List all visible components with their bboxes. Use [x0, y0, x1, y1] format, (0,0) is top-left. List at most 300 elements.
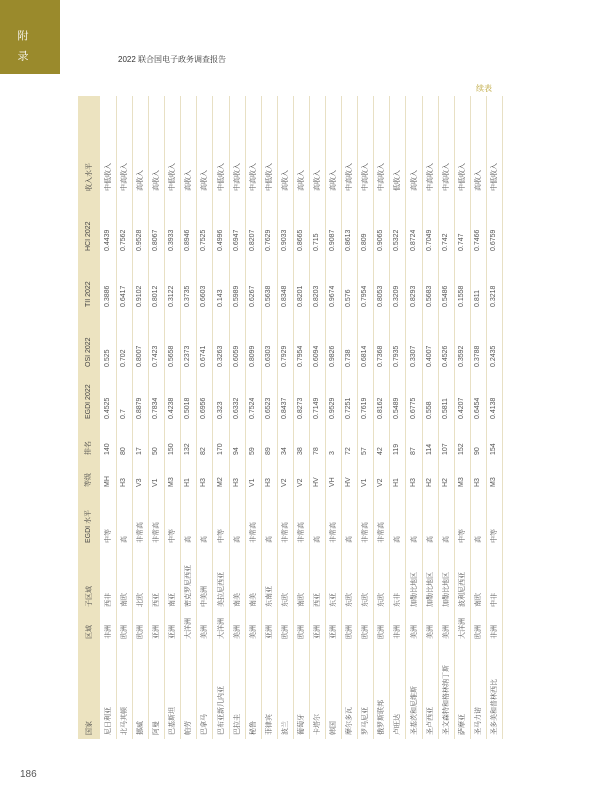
cell-tii: 0.9102	[136, 285, 144, 307]
cell-egdi-level: 中等	[104, 529, 112, 543]
rotated-table-container	[78, 96, 502, 739]
cell-region: 美洲	[425, 625, 434, 639]
cell-country: 圣马力诺	[473, 707, 482, 735]
table-row	[148, 96, 165, 739]
report-title: 2022 联合国电子政务调查报告	[118, 55, 227, 64]
cell-rating-class: H3	[200, 478, 208, 487]
header-rating-class: 等级	[85, 473, 92, 487]
table-row	[261, 96, 278, 739]
cell-osi: 0.3592	[457, 345, 465, 367]
cell-country: 罗马尼亚	[361, 707, 370, 735]
cell-rank: 42	[377, 447, 385, 455]
cell-osi: 0.2435	[489, 345, 497, 367]
cell-income-group: 中高收入	[441, 163, 450, 191]
cell-osi: 0.7423	[152, 345, 160, 367]
cell-subregion: 加勒比地区	[425, 572, 434, 607]
cell-hci: 0.7629	[264, 229, 272, 251]
cell-country: 巴基斯坦	[168, 707, 177, 735]
cell-hci: 0.8613	[345, 229, 353, 251]
table-row	[100, 96, 117, 739]
cell-osi: 0.7929	[280, 345, 288, 367]
cell-egdi: 0.4238	[168, 397, 176, 419]
cell-egdi: 0.6454	[473, 397, 481, 419]
cell-subregion: 东欧	[345, 593, 354, 607]
cell-egdi-level: 非常高	[248, 522, 257, 543]
cell-osi: 0.4007	[425, 345, 433, 367]
cell-tii: 0.5486	[441, 285, 449, 307]
cell-region: 非洲	[104, 625, 112, 639]
header-income-group: 收入水平	[85, 163, 93, 191]
cell-country: 韩国	[329, 721, 338, 735]
cell-country: 萨摩亚	[457, 714, 466, 735]
table-row	[245, 96, 262, 739]
cell-rank: 72	[345, 447, 353, 455]
cell-rank: 17	[136, 447, 144, 455]
cell-rating-class: V1	[248, 478, 256, 487]
cell-egdi-level: 中等	[168, 529, 177, 543]
cell-region: 美洲	[409, 625, 418, 639]
cell-rating-class: HV	[313, 477, 321, 487]
cell-rank: 132	[184, 443, 192, 455]
cell-subregion: 西非	[104, 593, 112, 607]
cell-tii: 0.1558	[457, 285, 465, 307]
cell-hci: 0.7049	[425, 229, 433, 251]
cell-egdi-level: 高	[264, 536, 273, 543]
cell-region: 美洲	[248, 625, 257, 639]
cell-region: 大洋洲	[184, 618, 193, 639]
cell-country: 葡萄牙	[296, 714, 305, 735]
cell-income-group: 高收入	[280, 170, 289, 191]
cell-hci: 0.9528	[136, 229, 144, 251]
cell-osi: 0.8099	[248, 345, 256, 367]
cell-rank: 59	[248, 447, 256, 455]
cell-rating-class: H2	[441, 478, 449, 487]
cell-income-group: 中高收入	[345, 163, 354, 191]
appendix-sidebar-tab	[0, 0, 60, 74]
cell-rating-class: H3	[473, 478, 481, 487]
cell-rank: 87	[409, 447, 417, 455]
cell-income-group: 高收入	[329, 170, 338, 191]
cell-tii: 0.3122	[168, 285, 176, 307]
cell-tii: 0.576	[345, 289, 353, 307]
table-row	[341, 96, 358, 739]
cell-osi: 0.7954	[296, 345, 304, 367]
header-hci: HCI 2022	[85, 221, 92, 251]
cell-egdi-level: 中等	[457, 529, 466, 543]
cell-region: 亚洲	[168, 625, 177, 639]
cell-rating-class: HV	[345, 477, 353, 487]
cell-subregion: 西亚	[152, 593, 161, 607]
cell-region: 欧洲	[296, 625, 305, 639]
cell-income-group: 中高收入	[361, 163, 370, 191]
cell-rank: 78	[313, 447, 321, 455]
table-row	[454, 96, 471, 739]
cell-income-group: 高收入	[313, 170, 322, 191]
cell-tii: 0.3209	[393, 285, 401, 307]
cell-region: 非洲	[393, 625, 402, 639]
cell-rank: 119	[393, 443, 401, 455]
cell-egdi-level: 高	[313, 536, 322, 543]
cell-hci: 0.8207	[248, 229, 256, 251]
cell-income-group: 高收入	[152, 170, 161, 191]
cell-tii: 0.5638	[264, 285, 272, 307]
cell-hci: 0.8724	[409, 229, 417, 251]
cell-income-group: 中低收入	[457, 163, 466, 191]
cell-egdi: 0.4138	[489, 397, 497, 419]
cell-rating-class: H3	[120, 478, 128, 487]
cell-income-group: 高收入	[409, 170, 418, 191]
cell-region: 非洲	[489, 625, 498, 639]
cell-osi: 0.7368	[377, 345, 385, 367]
header-osi: OSI 2022	[85, 337, 92, 367]
table-row	[180, 96, 197, 739]
cell-country: 挪威	[136, 721, 145, 735]
cell-income-group: 中高收入	[425, 163, 434, 191]
cell-subregion: 东欧	[280, 593, 289, 607]
cell-rating-class: H3	[409, 478, 417, 487]
cell-hci: 0.9065	[377, 229, 385, 251]
table-row	[132, 96, 149, 739]
cell-tii: 0.5989	[232, 285, 240, 307]
table-header-row	[78, 96, 100, 739]
cell-rank: 82	[200, 447, 208, 455]
cell-tii: 0.7954	[361, 285, 369, 307]
table-row	[229, 96, 246, 739]
cell-egdi: 0.8437	[280, 397, 288, 419]
cell-rating-class: V2	[377, 478, 385, 487]
cell-tii: 0.811	[473, 290, 481, 307]
cell-egdi: 0.7834	[152, 397, 160, 419]
table-row	[373, 96, 390, 739]
cell-egdi: 0.4207	[457, 397, 465, 419]
cell-country: 圣文森特和格林纳丁斯	[441, 665, 450, 735]
cell-subregion: 南欧	[120, 593, 129, 607]
table-row	[389, 96, 406, 739]
cell-rating-class: V2	[296, 478, 304, 487]
cell-osi: 0.2373	[184, 345, 192, 367]
cell-egdi-level: 非常高	[280, 522, 289, 543]
cell-osi: 0.8007	[136, 345, 144, 367]
cell-hci: 0.8067	[152, 229, 160, 251]
cell-rank: 170	[216, 443, 224, 455]
cell-country: 北马其顿	[120, 707, 129, 735]
cell-subregion: 南欧	[296, 593, 305, 607]
cell-income-group: 高收入	[200, 170, 209, 191]
cell-income-group: 中低收入	[264, 163, 273, 191]
cell-region: 大洋洲	[457, 618, 466, 639]
cell-region: 亚洲	[264, 625, 273, 639]
cell-egdi: 0.8273	[296, 397, 304, 419]
cell-subregion: 东亚	[329, 593, 338, 607]
cell-egdi-level: 非常高	[296, 522, 305, 543]
data-table	[78, 96, 502, 739]
cell-hci: 0.6947	[232, 229, 240, 251]
cell-osi: 0.702	[120, 349, 128, 367]
table-row	[213, 96, 230, 739]
cell-country: 帕劳	[184, 721, 193, 735]
cell-osi: 0.4526	[441, 345, 449, 367]
cell-subregion: 波利尼西亚	[457, 572, 466, 607]
sidebar-tab-char-2: 录	[16, 50, 29, 61]
cell-tii: 0.5683	[425, 285, 433, 307]
cell-egdi: 0.323	[216, 401, 224, 419]
cell-region: 欧洲	[345, 625, 354, 639]
cell-osi: 0.6814	[361, 345, 369, 367]
cell-egdi: 0.7149	[313, 397, 321, 419]
cell-egdi: 0.5018	[184, 397, 192, 419]
cell-rank: 89	[264, 447, 272, 455]
cell-egdi: 0.7	[120, 409, 128, 419]
cell-egdi: 0.5489	[393, 397, 401, 419]
cell-region: 美洲	[441, 625, 450, 639]
cell-egdi-level: 非常高	[136, 522, 145, 543]
cell-rank: 50	[152, 447, 160, 455]
header-rank: 排名	[85, 441, 92, 455]
cell-income-group: 中高收入	[232, 163, 241, 191]
cell-egdi-level: 中等	[216, 529, 225, 543]
cell-rating-class: H3	[232, 478, 240, 487]
cell-rank: 154	[489, 443, 497, 455]
cell-hci: 0.3933	[168, 229, 176, 251]
cell-rank: 38	[296, 447, 304, 455]
cell-tii: 0.6417	[120, 285, 128, 307]
cell-rating-class: V2	[280, 478, 288, 487]
cell-rating-class: M2	[216, 477, 224, 487]
cell-country: 巴拉圭	[232, 714, 241, 735]
cell-egdi: 0.6332	[232, 397, 240, 419]
table-row	[164, 96, 181, 739]
header-tii: TII 2022	[85, 281, 92, 307]
table-row	[325, 96, 342, 739]
cell-subregion: 东欧	[377, 593, 386, 607]
cell-rank: 34	[280, 447, 288, 455]
cell-egdi-level: 非常高	[152, 522, 161, 543]
cell-egdi: 0.558	[425, 401, 433, 419]
cell-income-group: 高收入	[136, 170, 145, 191]
cell-egdi-level: 高	[425, 536, 434, 543]
table-row	[116, 96, 133, 739]
cell-osi: 0.6303	[264, 345, 272, 367]
cell-hci: 0.7525	[200, 229, 208, 251]
cell-income-group: 中高收入	[120, 163, 129, 191]
cell-income-group: 中高收入	[248, 163, 257, 191]
cell-tii: 0.8053	[377, 285, 385, 307]
cell-osi: 0.7935	[393, 345, 401, 367]
cell-rank: 140	[104, 443, 111, 455]
cell-country: 圣基茨和尼维斯	[409, 686, 418, 735]
cell-income-group: 高收入	[296, 170, 305, 191]
cell-subregion: 南亚	[168, 593, 177, 607]
cell-country: 波兰	[280, 721, 289, 735]
cell-rating-class: V1	[361, 478, 369, 487]
cell-subregion: 加勒比地区	[409, 572, 418, 607]
cell-hci: 0.7562	[120, 229, 128, 251]
cell-egdi: 0.6956	[200, 397, 208, 419]
cell-country: 卡塔尔	[313, 714, 322, 735]
cell-hci: 0.715	[313, 233, 321, 251]
cell-egdi: 0.6523	[264, 397, 272, 419]
cell-rank: 114	[425, 443, 433, 455]
page-number: 186	[20, 769, 37, 780]
cell-egdi: 0.9529	[329, 397, 337, 419]
cell-egdi-level: 高	[232, 536, 241, 543]
cell-hci: 0.5322	[393, 229, 401, 251]
cell-hci: 0.4439	[104, 229, 111, 251]
table-row	[357, 96, 374, 739]
cell-country: 俄罗斯联邦	[377, 700, 386, 735]
header-subregion: 子区域	[85, 586, 93, 607]
cell-tii: 0.3886	[104, 285, 111, 307]
cell-income-group: 中高收入	[377, 163, 386, 191]
header-egdi: EGDI 2022	[85, 384, 92, 419]
cell-region: 欧洲	[136, 625, 145, 639]
cell-rank: 152	[457, 443, 465, 455]
cell-rating-class: H1	[184, 478, 192, 487]
cell-tii: 0.8293	[409, 285, 417, 307]
cell-subregion: 南欧	[473, 593, 482, 607]
cell-hci: 0.9033	[280, 229, 288, 251]
cell-region: 欧洲	[377, 625, 386, 639]
cell-region: 欧洲	[280, 625, 289, 639]
cell-country: 卢旺达	[393, 714, 402, 735]
cell-income-group: 低收入	[393, 170, 402, 191]
cell-rating-class: M3	[168, 477, 176, 487]
cell-tii: 0.143	[216, 289, 224, 307]
cell-subregion: 东非	[393, 593, 402, 607]
cell-subregion: 东欧	[361, 593, 370, 607]
cell-subregion: 中非	[489, 593, 498, 607]
cell-country: 巴拿马	[200, 714, 209, 735]
cell-osi: 0.3788	[473, 345, 481, 367]
cell-osi: 0.5658	[168, 345, 176, 367]
cell-rank: 107	[441, 443, 449, 455]
cell-income-group: 高收入	[473, 170, 482, 191]
cell-region: 美洲	[232, 625, 241, 639]
cell-income-group: 中低收入	[489, 163, 498, 191]
cell-income-group: 高收入	[184, 170, 193, 191]
cell-hci: 0.8665	[296, 229, 304, 251]
cell-rating-class: V3	[136, 478, 144, 487]
cell-egdi-level: 高	[345, 536, 354, 543]
cell-osi: 0.6094	[313, 345, 321, 367]
cell-country: 摩尔多瓦	[345, 707, 354, 735]
cell-tii: 0.3735	[184, 285, 192, 307]
cell-country: 圣卢西亚	[425, 707, 434, 735]
cell-region: 美洲	[200, 625, 209, 639]
cell-subregion: 西亚	[313, 593, 322, 607]
cell-hci: 0.4996	[216, 229, 224, 251]
table-row	[309, 96, 326, 739]
table-row	[470, 96, 487, 739]
cell-egdi-level: 高	[120, 536, 129, 543]
cell-egdi: 0.7619	[361, 397, 369, 419]
cell-egdi: 0.5811	[441, 398, 449, 419]
cell-tii: 0.9674	[329, 285, 337, 307]
cell-rank: 3	[329, 451, 337, 455]
cell-egdi: 0.7524	[248, 397, 256, 419]
cell-hci: 0.6759	[489, 229, 497, 251]
cell-hci: 0.747	[457, 233, 465, 251]
table-row	[486, 96, 503, 739]
cell-tii: 0.8201	[296, 285, 304, 307]
cell-tii: 0.8012	[152, 285, 160, 307]
cell-tii: 0.8348	[280, 285, 288, 307]
cell-osi: 0.3263	[216, 345, 224, 367]
table-row	[422, 96, 439, 739]
cell-egdi: 0.4525	[104, 397, 111, 419]
cell-hci: 0.8946	[184, 229, 192, 251]
cell-osi: 0.9826	[329, 345, 337, 367]
cell-country: 尼日利亚	[104, 707, 112, 735]
cell-egdi-level: 高	[441, 536, 450, 543]
cell-region: 欧洲	[120, 625, 129, 639]
cell-subregion: 北欧	[136, 593, 145, 607]
cell-income-group: 中低收入	[216, 163, 225, 191]
cell-country: 菲律宾	[264, 714, 273, 735]
cell-rating-class: M3	[457, 477, 465, 487]
cell-egdi-level: 非常高	[329, 522, 338, 543]
cell-osi: 0.3307	[409, 345, 417, 367]
cell-rating-class: H2	[425, 478, 433, 487]
cell-rank: 150	[168, 443, 176, 455]
cell-rating-class: VH	[329, 477, 337, 487]
cell-region: 亚洲	[313, 625, 322, 639]
cell-hci: 0.9087	[329, 229, 337, 251]
cell-rating-class: MH	[104, 476, 111, 487]
table-row	[293, 96, 310, 739]
cell-region: 欧洲	[361, 625, 370, 639]
cell-rating-class: V1	[152, 478, 160, 487]
cell-subregion: 中美洲	[200, 586, 209, 607]
cell-tii: 0.6267	[248, 285, 256, 307]
cell-subregion: 美拉尼西亚	[216, 572, 225, 607]
cell-rating-class: H1	[393, 478, 401, 487]
cell-subregion: 密克罗尼西亚	[184, 565, 193, 607]
cell-country: 阿曼	[152, 721, 161, 735]
cell-region: 亚洲	[152, 625, 161, 639]
table-row	[277, 96, 294, 739]
cell-rating-class: M3	[489, 477, 497, 487]
cell-subregion: 南美	[248, 593, 257, 607]
header-country: 国家	[85, 721, 93, 735]
cell-osi: 0.525	[104, 349, 111, 367]
cell-egdi-level: 非常高	[377, 522, 386, 543]
table-row	[406, 96, 423, 739]
cell-income-group: 中低收入	[104, 163, 112, 191]
continued-label: 续表	[476, 84, 492, 93]
cell-tii: 0.8203	[313, 285, 321, 307]
cell-income-group: 中低收入	[168, 163, 177, 191]
cell-rating-class: H3	[264, 478, 272, 487]
cell-osi: 0.6059	[232, 345, 240, 367]
cell-rank: 94	[232, 447, 240, 455]
cell-hci: 0.7466	[473, 229, 481, 251]
cell-subregion: 加勒比地区	[441, 572, 450, 607]
cell-egdi: 0.8879	[136, 397, 144, 419]
cell-osi: 0.6741	[200, 345, 208, 367]
cell-country: 巴布亚新几内亚	[216, 686, 225, 735]
cell-hci: 0.742	[441, 233, 449, 251]
cell-osi: 0.738	[345, 349, 353, 367]
cell-hci: 0.809	[361, 233, 369, 251]
cell-egdi-level: 高	[409, 536, 418, 543]
cell-country: 圣多美和普林西比	[489, 679, 498, 735]
cell-egdi-level: 高	[473, 536, 482, 543]
cell-country: 秘鲁	[248, 721, 257, 735]
cell-egdi-level: 中等	[489, 529, 498, 543]
cell-egdi-level: 高	[184, 536, 193, 543]
cell-tii: 0.6603	[200, 285, 208, 307]
